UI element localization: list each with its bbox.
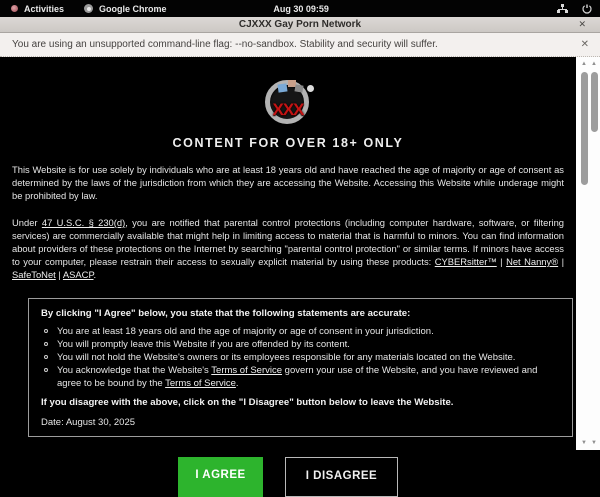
bullet-icon: [44, 342, 48, 346]
usc-230d-link[interactable]: 47 U.S.C. § 230(d): [41, 217, 126, 228]
scroll-down-icon[interactable]: ▼: [581, 440, 587, 446]
age-statement-paragraph: This Website is for use solely by individuals who are at least 18 years old and have reached the age of majority or age of consent as determined by the laws of the jurisdiction from which they are accessing the Website. Accessing this Website while underage might be prohibited by law.: [12, 164, 564, 201]
outer-scrollbar[interactable]: [589, 57, 599, 450]
statement-item: [41, 325, 560, 338]
statement-text: You will promptly leave this Website if you are offended by its content.: [57, 339, 350, 350]
i-disagree-button[interactable]: I DISAGREE: [285, 457, 398, 497]
site-logo: [260, 76, 316, 130]
logo-xxx-text: XXX: [272, 100, 304, 119]
paragraph-text: , you are notified that parental control protections (including computer hardware, software, or filtering services) are commercially available that might help in limiting access to material that is harmful to minors. You can find information about providers of these protections on the Internet by searching "parental control protection" or similar terms. If minors have access to your computer, please restrain their access to sexually explicit material by using these products:: [12, 217, 564, 267]
page-title: CONTENT FOR OVER 18+ ONLY: [172, 136, 404, 150]
parental-control-paragraph: [12, 216, 564, 281]
statement-text: You acknowledge that the Website's: [57, 365, 212, 376]
infobar-message: You are using an unsupported command-line flag: --no-sandbox. Stability and security will suffer.: [12, 39, 438, 50]
bullet-icon: [44, 329, 48, 333]
chrome-app-icon: [84, 4, 93, 13]
activities-button[interactable]: Activities: [24, 3, 65, 14]
terms-of-service-link[interactable]: Terms of Service: [211, 365, 283, 376]
logo-figure-icon: [294, 84, 303, 92]
link-separator: |: [496, 256, 507, 267]
statement-item: [41, 338, 560, 351]
statement-text: You will not hold the Website's owners or its employees responsible for any materials located on the Website.: [57, 352, 516, 363]
statement-text: You are at least 18 years old and the age of majority or age of consent in your jurisdiction.: [57, 326, 434, 337]
inner-scrollbar[interactable]: [579, 57, 589, 450]
inner-scrollbar-thumb[interactable]: [581, 72, 588, 185]
focused-app-menu[interactable]: Google Chrome: [99, 3, 167, 14]
power-icon[interactable]: [582, 4, 592, 14]
paragraph-text: Under: [12, 217, 42, 228]
asacp-link[interactable]: ASACP: [62, 269, 94, 280]
scrollbar-gutter: [576, 57, 600, 450]
statement-text: .: [235, 378, 239, 389]
terms-of-service-link[interactable]: Terms of Service: [165, 378, 236, 389]
agreement-statements: [41, 325, 560, 390]
infobar-close-icon[interactable]: ✕: [580, 39, 589, 50]
paragraph-text: .: [93, 269, 97, 280]
netnanny-link[interactable]: Net Nanny®: [506, 256, 559, 267]
gnome-top-bar: [0, 0, 600, 17]
bullet-icon: [44, 368, 48, 372]
agreement-intro: By clicking "I Agree" below, you state that the following statements are accurate:: [41, 308, 411, 319]
outer-scrollbar-thumb[interactable]: [591, 72, 598, 132]
consent-buttons: [12, 457, 564, 497]
recording-indicator-icon: [11, 5, 18, 12]
disagree-note: If you disagree with the above, click on the "I Disagree" button below to leave the Website.: [41, 397, 454, 408]
cybersitter-link[interactable]: CYBERsitter™: [434, 256, 497, 267]
statement-text: be bound by the: [94, 378, 166, 389]
link-separator: |: [558, 256, 565, 267]
agreement-date: Date: August 30, 2025: [41, 417, 136, 428]
scroll-up-icon[interactable]: ▲: [591, 61, 597, 67]
bullet-icon: [44, 355, 48, 359]
page-content: [0, 57, 576, 482]
logo-figure-icon: [277, 83, 287, 92]
agreement-box: [28, 298, 573, 437]
statement-item: [41, 364, 560, 390]
scroll-down-icon[interactable]: ▼: [591, 440, 597, 446]
clock[interactable]: Aug 30 09:59: [273, 3, 329, 14]
statement-item: [41, 351, 560, 364]
statement-text: govern your use of the Website, and you have reviewed and agree to: [57, 365, 538, 389]
window-titlebar[interactable]: [0, 17, 600, 33]
scroll-up-icon[interactable]: ▲: [581, 61, 587, 67]
safetonet-link[interactable]: SafeToNet: [12, 269, 56, 280]
i-agree-button[interactable]: I AGREE: [178, 457, 263, 497]
logo-dot-icon: [307, 85, 314, 92]
window-title: CJXXX Gay Porn Network: [238, 19, 362, 30]
link-separator: |: [55, 269, 63, 280]
window-close-icon[interactable]: ✕: [578, 19, 586, 29]
network-icon[interactable]: [557, 4, 568, 14]
chrome-infobar: [0, 33, 600, 57]
